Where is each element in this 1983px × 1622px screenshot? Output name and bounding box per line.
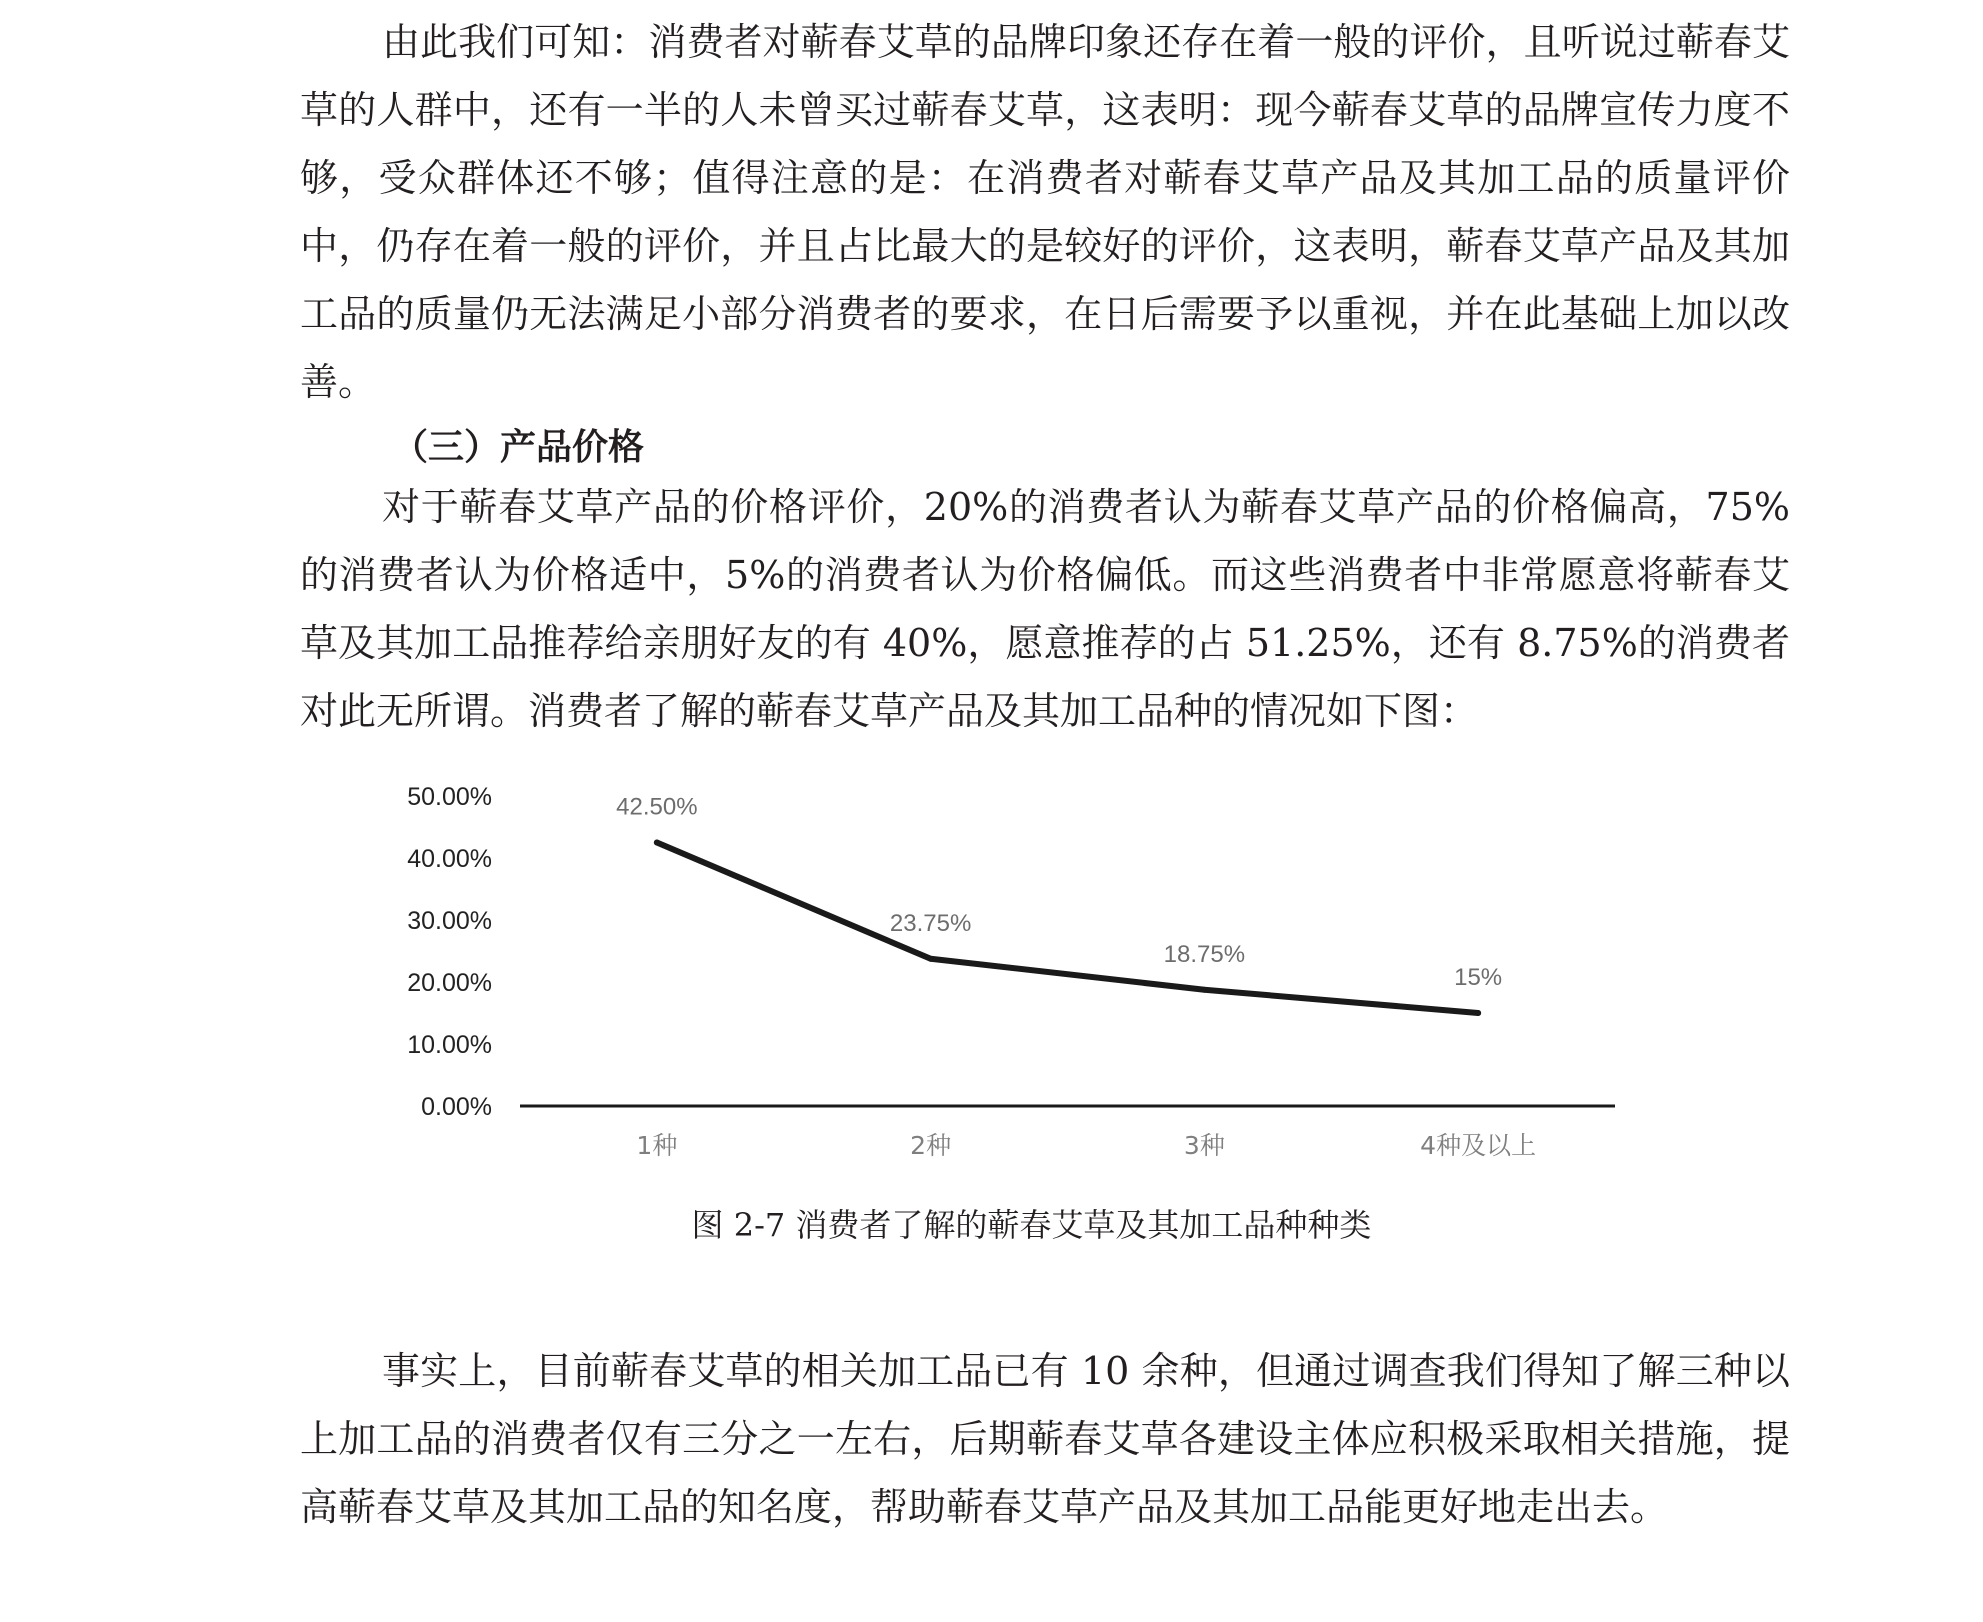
chart-svg [0, 760, 1983, 1180]
y-tick-label: 30.00% [407, 907, 492, 935]
y-tick-label: 10.00% [407, 1031, 492, 1059]
data-point [654, 840, 660, 846]
paragraph-conclusion: 事实上，目前蕲春艾草的相关加工品已有 10 余种，但通过调查我们得知了解三种以上加工品的消费者仅有三分之一左右，后期蕲春艾草各建设主体应积极采取相关措施，提高蕲春艾草及其加工品的知名度，帮助蕲春艾草产品及其加工品能更好地走出去。 [300, 1349, 1790, 1529]
y-tick-label: 40.00% [407, 845, 492, 873]
data-label: 18.75% [1163, 940, 1246, 968]
line-chart [0, 760, 1983, 1180]
data-point [1475, 1010, 1481, 1016]
data-point [928, 956, 934, 962]
series-line [657, 843, 1478, 1014]
y-tick-label: 50.00% [407, 783, 492, 811]
y-tick-label: 0.00% [421, 1093, 492, 1121]
data-label: 42.50% [616, 793, 698, 821]
data-point [1201, 987, 1207, 993]
paragraph-brand-evaluation: 由此我们可知：消费者对蕲春艾草的品牌印象还存在着一般的评价，且听说过蕲春艾草的人群中，还有一半的人未曾买过蕲春艾草，这表明：现今蕲春艾草的品牌宣传力度不够，受众群体还不够；值得注意的是：在消费者对蕲春艾草产品及其加工品的质量评价中，仍存在着一般的评价，并且占比最大的是较好的评价，这表明，蕲春艾草产品及其加工品的质量仍无法满足小部分消费者的要求，在日后需要予以重视，并在此基础上加以改善。 [300, 20, 1790, 404]
section-heading: （三）产品价格 [392, 427, 645, 468]
x-category-label: 3种 [1183, 1131, 1225, 1160]
paragraph-price-evaluation: 对于蕲春艾草产品的价格评价，20%的消费者认为蕲春艾草产品的价格偏高，75%的消费者认为价格适中，5%的消费者认为价格偏低。而这些消费者中非常愿意将蕲春艾草及其加工品推荐给亲朋好友的有 40%，愿意推荐的占 51.25%，还有 8.75%的消费者对此无所谓。消费者了解的蕲春艾草产品及其加工品种的情况如下图： [300, 485, 1790, 733]
data-label: 23.75% [889, 909, 972, 937]
x-category-label: 1种 [636, 1131, 678, 1160]
y-tick-label: 20.00% [407, 969, 492, 997]
figure-caption: 图 2-7 消费者了解的蕲春艾草及其加工品种种类 [691, 1206, 1372, 1244]
x-category-label: 4种及以上 [1420, 1131, 1537, 1160]
x-category-label: 2种 [910, 1131, 952, 1160]
data-label: 15% [1454, 964, 1503, 991]
